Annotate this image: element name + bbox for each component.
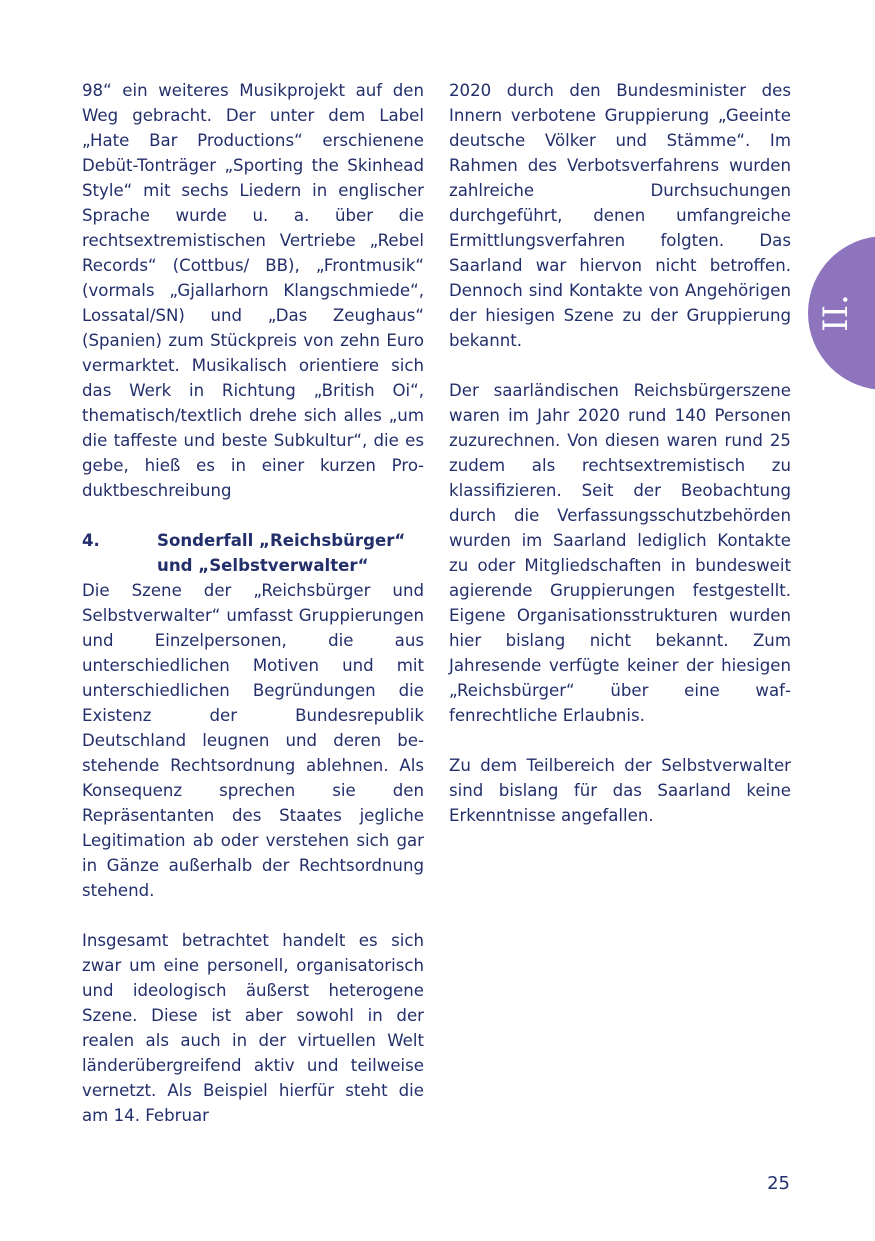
section-title: Sonderfall „Reichsbürger“ und „Selbstverwalter“	[157, 531, 406, 575]
section-number: 4.	[82, 531, 100, 550]
page-number: 25	[767, 1173, 790, 1194]
paragraph: Die Szene der „Reichsbürger und Selbstverwalter“ umfasst Gruppierungen und Einzelpersonen, die aus unterschiedlichen Motiven und mit unterschiedlichen Begründungen die Existenz der Bundesrepublik Deutschland leugnen und deren bestehende Rechtsordnung ablehnen. Als Konsequenz sprechen sie den Repräsentanten des Staates jegliche Legitimation ab oder verstehen sich gar in Gänze außerhalb der Rechtsordnung stehend.	[82, 581, 424, 900]
paragraph: Zu dem Teilbereich der Selbstverwalter sind bislang für das Saarland keine Erkenntnisse angefallen.	[449, 756, 791, 825]
paragraph: 2020 durch den Bundesminister des Innern verbotene Gruppierung „Geeinte deutsche Völker und Stämme“. Im Rahmen des Verbotsverfahrens wurden zahlreiche Durchsuchungen durchgeführt, denen umfangreiche Ermittlungsverfahren folgten. Das Saarland war hiervon nicht betroffen. Dennoch sind Kontakte von Angehörigen der hiesigen Szene zu der Gruppierung bekannt.	[449, 81, 791, 350]
paragraph: 98“ ein weiteres Musikprojekt auf den Weg gebracht. Der unter dem Label „Hate Bar Productions“ erschienene Debüt-Tonträger „Sporting the Skinhead Style“ mit sechs Liedern in englischer Sprache wurde u. a. über die rechtsextremistischen Vertriebe „Rebel Records“ (Cottbus/ BB), „Frontmusik“ (vormals „Gjallarhorn Klangschmiede“, Lossatal/SN) und „Das Zeughaus“ (Spanien) zum Stückpreis von zehn Euro vermarktet. Musikalisch orientiere sich das Werk in Richtung „British Oi“, thematisch/textlich drehe sich alles „um die taffeste und beste Subkultur“, die es gebe, hieß es in einer kurzen Produktbeschreibung	[82, 81, 424, 500]
left-column	[82, 78, 424, 1128]
right-column	[449, 78, 791, 828]
section-heading	[82, 528, 424, 578]
chapter-marker: II.	[816, 294, 856, 332]
paragraph: Der saarländischen Reichsbürgerszene waren im Jahr 2020 rund 140 Personen zuzurechnen. Von diesen waren rund 25 zudem als rechtsextremistisch zu klassifizieren. Seit der Beobachtung durch die Verfassungsschutzbehörden wurden im Saarland lediglich Kontakte zu oder Mitgliedschaften in bundesweit agierende Gruppierungen festgestellt. Eigene Organisationsstrukturen wurden hier bislang nicht bekannt. Zum Jahresende verfügte keiner der hiesigen „Reichsbürger“ über eine waffenrechtliche Erlaubnis.	[449, 381, 791, 725]
paragraph: Insgesamt betrachtet handelt es sich zwar um eine personell, organisatorisch und ideologisch äußerst heterogene Szene. Diese ist aber sowohl in der realen als auch in der virtuellen Welt länderübergreifend aktiv und teilweise vernetzt. Als Beispiel hierfür steht die am 14. Februar	[82, 931, 424, 1125]
